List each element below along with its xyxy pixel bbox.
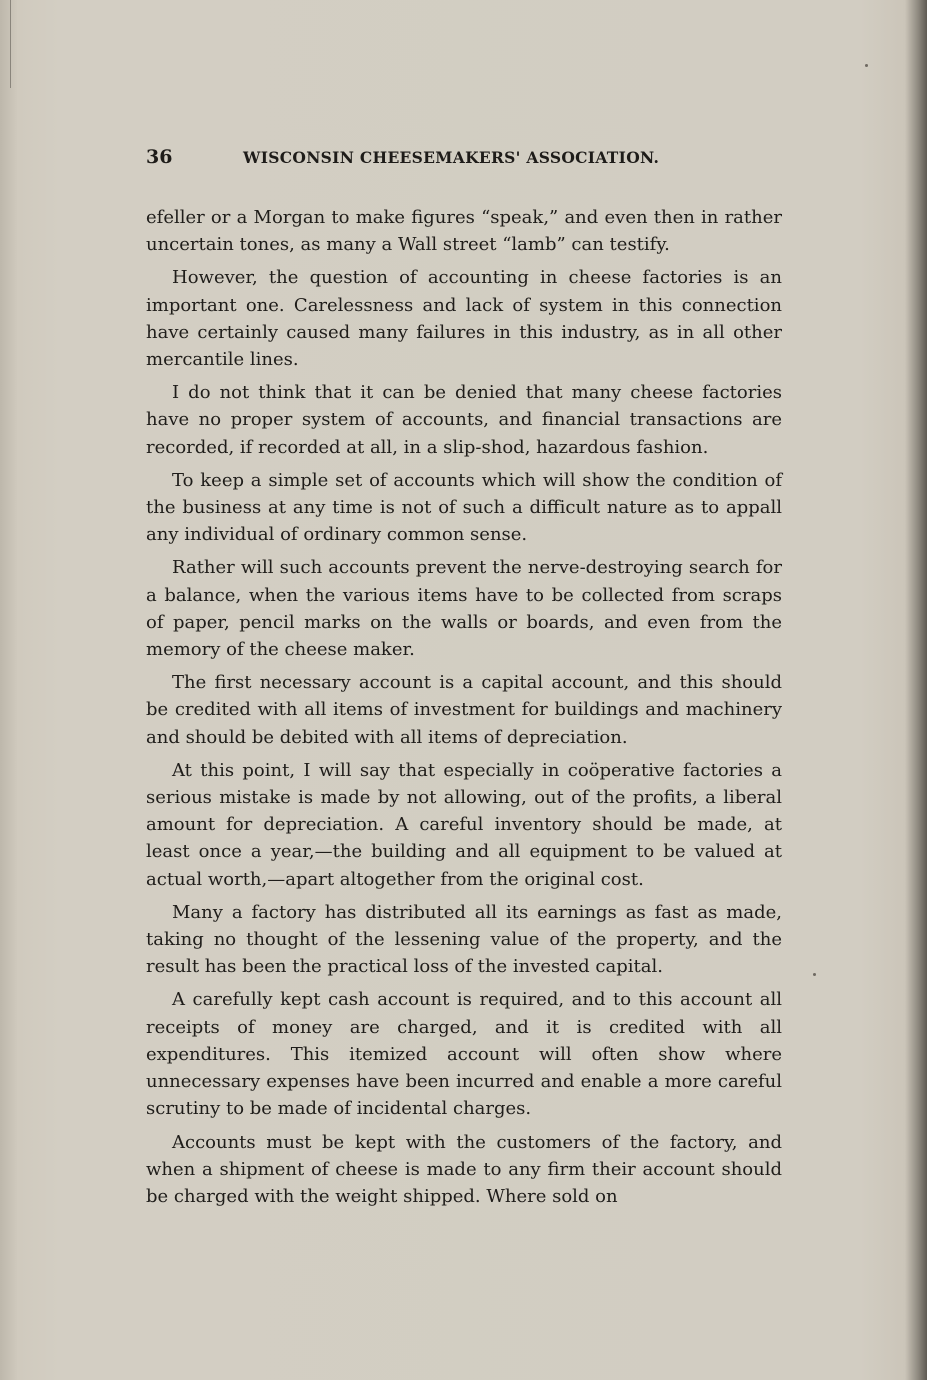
paragraph: The first necessary account is a capital account, and this should be credited with all items of investment for buildings and machinery and should be debited with all items of depreciation. [146, 672, 782, 748]
paragraph: A carefully kept cash account is required, and to this account all receipts of money are charged, and it is credited with all expenditures. This itemized account will often show where unnecessary expenses have been incurred and enable a more careful scrutiny to be made of incidental charges. [146, 989, 782, 1120]
paragraph: However, the question of accounting in cheese factories is an important one. Carelessness and lack of system in this connection have certainly caused many failures in this industry, as in all other mercantile lines. [146, 267, 782, 371]
running-title: WISCONSIN CHEESEMAKERS' ASSOCIATION. [243, 148, 660, 167]
running-header [146, 146, 776, 174]
paragraph: To keep a simple set of accounts which will show the condition of the business at any time is not of such a difficult nature as to appall any individual of ordinary common sense. [146, 469, 782, 546]
paper-speck [813, 973, 816, 976]
paragraph: At this point, I will say that especially in coöperative factories a serious mistake is made by not allowing, out of the profits, a liberal amount for depreciation. A careful inventory should be made, at least once a year,—the building and all equipment to be valued at actual worth,—apart altogether from the original cost. [146, 759, 782, 890]
body-text [146, 204, 782, 1216]
paragraph: I do not think that it can be denied that many cheese factories have no proper system of accounts, and financial transactions are recorded, if recorded at all, in a slip-shod, hazardous fashion. [146, 382, 782, 458]
page-edge-mark [10, 0, 11, 88]
paragraph: efeller or a Morgan to make figures “speak,” and even then in rather uncertain tones, as many a Wall street “lamb” can testify. [146, 207, 782, 256]
paragraph: Many a factory has distributed all its earnings as fast as made, taking no thought of the lessening value of the property, and the result has been the practical loss of the invested capital. [146, 901, 782, 978]
page-number: 36 [146, 146, 173, 168]
paragraph: Rather will such accounts prevent the nerve-destroying search for a balance, when the various items have to be collected from scraps of paper, pencil marks on the walls or boards, and even from the memory of the cheese maker. [146, 557, 782, 661]
paragraph: Accounts must be kept with the customers of the factory, and when a shipment of cheese is made to any firm their account should be charged with the weight shipped. Where sold on [146, 1131, 782, 1207]
paper-speck [865, 64, 868, 67]
